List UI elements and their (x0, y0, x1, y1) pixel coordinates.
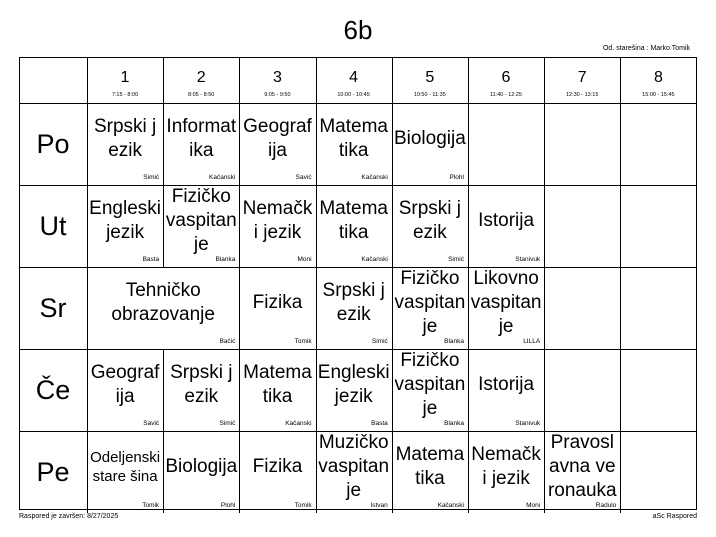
lesson-teacher: Basta (142, 256, 160, 263)
lesson-teacher: Kačanski (209, 174, 236, 181)
lesson-subject: Nemački jezik (471, 444, 541, 489)
lesson-subject: Srpski jezik (398, 198, 462, 243)
period-time: 10:50 - 11:35 (413, 92, 446, 98)
period-time: 8:05 - 8:50 (188, 92, 215, 98)
cell-divider (620, 431, 621, 513)
lesson-subject: Odeljenski stare šina (90, 449, 161, 485)
lesson-teacher: Tomik (294, 338, 312, 345)
lesson-cell[interactable] (316, 431, 392, 513)
lesson-teacher: Savić (143, 420, 160, 427)
lesson-teacher: Istvan (370, 502, 388, 509)
period-time: 12:30 - 13:15 (565, 92, 599, 98)
lesson-teacher: Plohl (220, 502, 236, 509)
lesson-subject: Fizičko vaspitanje (165, 186, 237, 255)
lesson-cell[interactable] (392, 103, 468, 185)
lesson-cell[interactable] (392, 267, 468, 349)
cell-divider (544, 349, 545, 431)
period-time: 10:00 - 10:45 (337, 92, 370, 98)
lesson-cell[interactable] (87, 267, 239, 349)
lesson-teacher: Simić (448, 256, 464, 263)
lesson-subject: Istorija (478, 374, 535, 395)
lesson-subject: Engleski jezik (317, 362, 390, 407)
lesson-teacher: Tomik (294, 502, 312, 509)
lesson-teacher: Bačić (219, 338, 236, 345)
header-divider (239, 58, 240, 103)
period-time: 15:00 - 15:45 (642, 92, 675, 98)
day-label: Ut (39, 210, 67, 241)
cell-divider (544, 103, 545, 185)
lesson-subject: Srpski jezik (170, 362, 233, 407)
lesson-subject: Engleski jezik (89, 198, 161, 243)
lesson-cell[interactable] (468, 349, 544, 431)
lesson-cell[interactable] (239, 349, 315, 431)
lesson-cell[interactable] (163, 349, 239, 431)
lesson-subject: Biologija (165, 456, 238, 477)
period-number: 2 (196, 69, 206, 86)
lesson-teacher: Radulo (595, 502, 617, 509)
lesson-cell[interactable] (87, 349, 163, 431)
day-label: Po (36, 128, 70, 159)
header-divider (316, 58, 317, 103)
timetable-grid (19, 57, 697, 510)
lesson-teacher: Moni (526, 502, 541, 509)
footer-app-name: aSc Raspored (652, 513, 697, 520)
lesson-cell[interactable] (87, 103, 163, 185)
lesson-teacher: Moni (297, 256, 312, 263)
lesson-cell[interactable] (316, 103, 392, 185)
lesson-subject: Geografija (243, 116, 312, 161)
lesson-subject: Fizičko vaspitanje (394, 350, 466, 419)
lesson-cell[interactable] (316, 267, 392, 349)
cell-divider (620, 349, 621, 431)
header-divider (620, 58, 621, 103)
lesson-cell[interactable] (392, 349, 468, 431)
period-time: 9:05 - 9:50 (264, 92, 291, 98)
lesson-teacher: Blanka (444, 420, 464, 427)
header-divider (87, 58, 88, 103)
cell-divider (544, 185, 545, 267)
lesson-cell[interactable] (468, 267, 544, 349)
lesson-subject: Geografija (90, 362, 160, 407)
lesson-cell[interactable] (87, 431, 163, 513)
lesson-teacher: Simić (143, 174, 160, 181)
homeroom-teacher: Od. starešina : Marko Tomik (602, 45, 690, 52)
lesson-cell[interactable] (239, 185, 315, 267)
lesson-cell[interactable] (392, 185, 468, 267)
lesson-teacher: Basta (371, 420, 388, 427)
lesson-teacher: Kačanski (285, 420, 312, 427)
lesson-teacher: Stanivuk (515, 256, 541, 263)
lesson-subject: Likovno vaspitanje (470, 268, 542, 337)
period-number: 4 (349, 69, 359, 86)
lesson-subject: Srpski jezik (93, 116, 157, 161)
lesson-cell[interactable] (468, 185, 544, 267)
lesson-subject: Nemački jezik (242, 198, 313, 243)
lesson-teacher: Kačanski (361, 256, 388, 263)
day-label: Če (35, 374, 71, 405)
lesson-teacher: Plohl (449, 174, 464, 181)
footer-completed-note: Raspored je završen: 8/27/2025 (19, 513, 119, 520)
period-number: 6 (501, 69, 511, 86)
lesson-teacher: Simić (371, 338, 388, 345)
day-label: Sr (39, 292, 67, 323)
lesson-cell[interactable] (544, 431, 620, 513)
lesson-cell[interactable] (163, 185, 239, 267)
lesson-subject: Biologija (393, 128, 466, 149)
cell-divider (620, 185, 621, 267)
lesson-subject: Matematika (243, 362, 312, 407)
lesson-subject: Istorija (478, 210, 535, 231)
lesson-cell[interactable] (239, 267, 315, 349)
lesson-cell[interactable] (316, 349, 392, 431)
lesson-cell[interactable] (239, 431, 315, 513)
lesson-teacher: Tomik (142, 502, 160, 509)
lesson-cell[interactable] (239, 103, 315, 185)
cell-divider (468, 103, 469, 185)
lesson-teacher: Blanka (215, 256, 236, 263)
lesson-cell[interactable] (392, 431, 468, 513)
lesson-cell[interactable] (316, 185, 392, 267)
lesson-teacher: Blanka (444, 338, 464, 345)
class-title: 6b (343, 15, 373, 45)
lesson-subject: Muzičko vaspitanje (318, 432, 390, 501)
header-divider (544, 58, 545, 103)
cell-divider (620, 267, 621, 349)
lesson-teacher: Savić (295, 174, 312, 181)
cell-divider (620, 103, 621, 185)
lesson-subject: Matematika (319, 198, 388, 243)
lesson-teacher: Kačanski (437, 502, 464, 509)
lesson-cell[interactable] (468, 431, 544, 513)
lesson-subject: Srpski jezik (322, 280, 385, 325)
period-number: 8 (653, 69, 663, 86)
header-divider (468, 58, 469, 103)
lesson-subject: Fizika (252, 292, 303, 313)
lesson-teacher: Stanivuk (515, 420, 541, 427)
period-number: 3 (272, 69, 282, 86)
cell-divider (544, 267, 545, 349)
lesson-subject: Pravoslavna veronauka (547, 432, 617, 501)
period-number: 7 (577, 69, 587, 86)
lesson-subject: Fizika (252, 456, 303, 477)
lesson-subject: Matematika (395, 444, 465, 489)
lesson-teacher: LILLA (523, 338, 541, 345)
lesson-teacher: Kačanski (361, 174, 388, 181)
period-time: 11:40 - 12:25 (489, 92, 522, 98)
lesson-cell[interactable] (163, 431, 239, 513)
day-label: Pe (36, 456, 70, 487)
lesson-teacher: Simić (219, 420, 236, 427)
header-divider (163, 58, 164, 103)
lesson-subject: Fizičko vaspitanje (394, 268, 466, 337)
header-divider (392, 58, 393, 103)
period-number: 1 (120, 69, 130, 86)
lesson-cell[interactable] (163, 103, 239, 185)
lesson-cell[interactable] (87, 185, 163, 267)
period-time: 7:15 - 8:00 (111, 92, 139, 98)
lesson-subject: Matematika (319, 116, 388, 161)
lesson-subject: Informatika (166, 116, 237, 161)
period-number: 5 (425, 69, 435, 86)
lesson-subject: Tehničko obrazovanje (111, 280, 215, 325)
